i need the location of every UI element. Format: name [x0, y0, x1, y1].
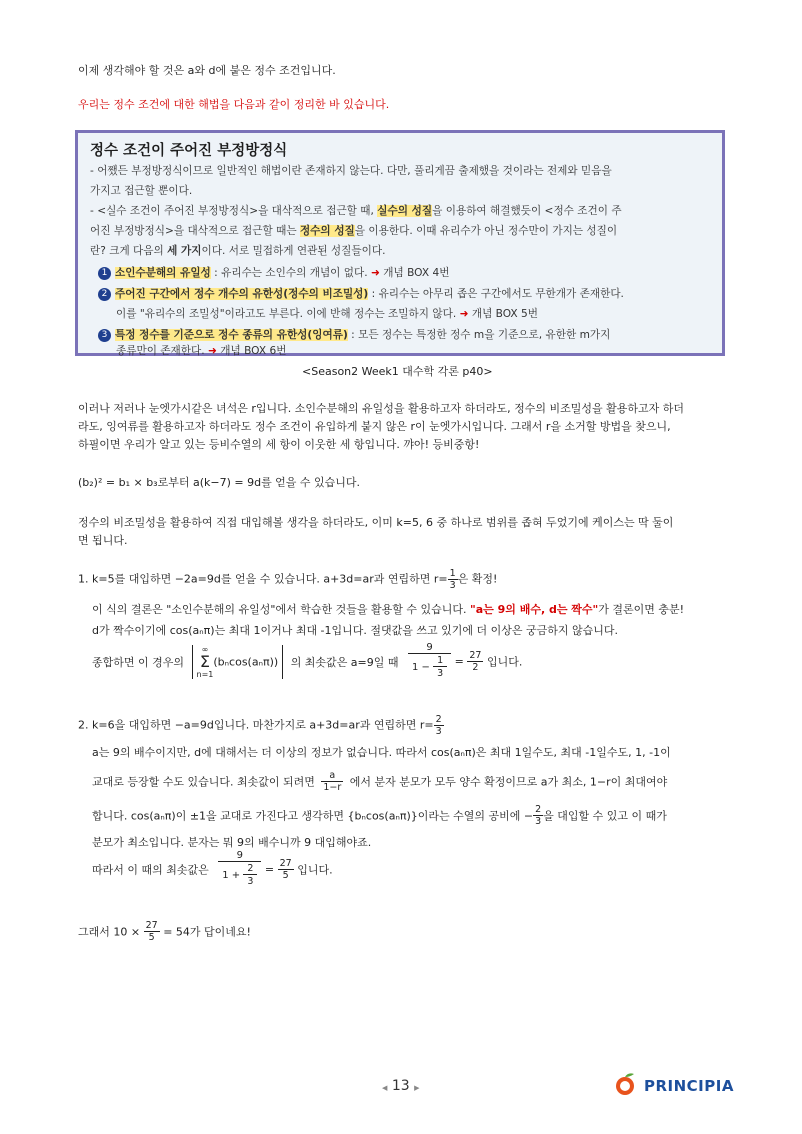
final-answer: 그래서 10 × $\frac{27}{5}$ = 54가 답이네요!	[78, 920, 251, 943]
absolute-sum: ∞ Σ n=1 (bₙcos(aₙπ))	[192, 645, 284, 679]
box-caption: <Season2 Week1 대수학 각론 p40>	[302, 365, 493, 378]
case2-line6: 따라서 이 때의 최솟값은 9 1 + $\frac{2}{3}$ = $\frac{27}{5}$ 입니다.	[92, 850, 333, 887]
case2-line4: 합니다. cos(aₙπ)이 ±1을 교대로 가진다고 생각하면 {bₙcos(aₙπ)}이라는 수열의 공비에 − $\frac{2}{3}$ 을 대입할 수 있고 이 때가	[92, 804, 667, 827]
case1-line2: 이 식의 결론은 "소인수분해의 유일성"에서 학습한 것들을 활용할 수 있습니다. "a는 9의 배수, d는 짝수"가 결론이면 충분!	[92, 603, 685, 616]
page-number: ◀ 13 ▶	[382, 1078, 420, 1094]
intro-red-line: 우리는 정수 조건에 대한 해법을 다음과 같이 정리한 바 있습니다.	[78, 98, 390, 111]
para1-line3: 하필이면 우리가 알고 있는 등비수열의 세 항이 이웃한 세 항입니다. 꺄아! 등비중항!	[78, 438, 480, 451]
arrow-icon: ➜	[459, 308, 469, 320]
box-item-1: 1 소인수분해의 유일성 : 유리수는 소인수의 개념이 없다. ➜ 개념 BOX 4번	[98, 265, 449, 280]
arrow-icon: ➜	[371, 267, 380, 279]
case2-line3: 교대로 등장할 수도 있습니다. 최솟값이 되려면 $\frac{a}{1-r}$ 에서 분자 분모가 모두 양수 확정이므로 a가 최소, 1−r이 최대여야	[92, 770, 668, 793]
triangle-left-icon: ◀	[382, 1084, 388, 1092]
box-p2a: - <실수 조건이 주어진 부정방정식>을 대삭적으로 접근할 때, 실수의 성질을 이용하여 해결했듯이 <정수 조건이 주	[90, 205, 622, 217]
triangle-right-icon: ▶	[414, 1084, 420, 1092]
box-p2c: 란? 크게 다음의 세 가지이다. 서로 밀접하게 연관된 성질들이다.	[90, 245, 386, 257]
para2-line2: 면 됩니다.	[78, 534, 128, 547]
para2-line1: 정수의 비조밀성을 활용하여 직접 대입해볼 생각을 하더라도, 이미 k=5, 6 중 하나로 범위를 좁혀 두었기에 케이스는 딱 둘이	[78, 516, 674, 529]
number-badge: 2	[98, 288, 111, 301]
case2-line1: 2. k=6을 대입하면 −a=9d입니다. 마찬가지로 a+3d=ar과 연립하면 r= $\frac{2}{3}$	[78, 714, 442, 737]
red-conclusion: "a는 9의 배수, d는 짝수"	[470, 603, 599, 616]
highlight-integer: 정수의 성질	[299, 225, 355, 237]
brand-name: PRINCIPIA	[644, 1077, 734, 1095]
equation-1: (b₂)² = b₁ × b₃로부터 a(k−7) = 9d를 얻을 수 있습니다.	[78, 476, 361, 489]
box-item-3: 3 특정 정수를 기준으로 정수 종류의 유한성(잉여류) : 모든 정수는 특정한 정수 m을 기준으로, 유한한 m가지	[98, 327, 610, 342]
case1-line1: 1. k=5를 대입하면 −2a=9d를 얻을 수 있습니다. a+3d=ar과 연립하면 r= $\frac{1}{3}$ 은 확정!	[78, 568, 498, 591]
case1-line4: 종합하면 이 경우의 ∞ Σ n=1 (bₙcos(aₙπ)) 의 최솟값은 a=9일 때 9 1 − $\frac{1}{3}$ = $\frac{27}{2}$ 입니다.	[92, 642, 523, 679]
highlight-real: 실수의 성질	[377, 205, 433, 217]
case2-line2: a는 9의 배수이지만, d에 대해서는 더 이상의 정보가 없습니다. 따라서 cos(aₙπ)은 최대 1일수도, 최대 -1일수도, 1, -1이	[92, 746, 671, 759]
para1-line1: 이러나 저러나 눈엣가시같은 녀석은 r입니다. 소인수분해의 유일성을 활용하고자 하더라도, 정수의 비조밀성을 활용하고자 하더	[78, 402, 685, 415]
box-item-2b: 이를 "유리수의 조밀성"이라고도 부른다. 이에 반해 정수는 조밀하지 않다. ➜ 개념 BOX 5번	[116, 308, 539, 320]
box-item-3b: 종류만이 존재한다. ➜ 개념 BOX 6번	[116, 345, 287, 357]
intro-line: 이제 생각해야 할 것은 a와 d에 붙은 정수 조건입니다.	[78, 64, 336, 77]
principia-logo-icon	[613, 1072, 639, 1099]
case1-line3: d가 짝수이기에 cos(aₙπ)는 최대 1이거나 최대 -1입니다. 절댓값을 쓰고 있기에 더 이상은 궁금하지 않습니다.	[92, 624, 619, 637]
box-item-2: 2 주어진 구간에서 정수 개수의 유한성(정수의 비조밀성) : 유리수는 아무리 좁은 구간에서도 무한개가 존재한다.	[98, 286, 624, 301]
number-badge: 1	[98, 267, 111, 280]
integer-condition-box	[75, 130, 725, 356]
arrow-icon: ➜	[207, 345, 217, 357]
box-p1b: 가지고 접근할 뿐이다.	[90, 185, 193, 197]
box-title: 정수 조건이 주어진 부정방정식	[90, 143, 288, 159]
number-badge: 3	[98, 329, 111, 342]
para1-line2: 라도, 잉여류를 활용하고자 하더라도 정수 조건이 유입하게 붙지 않은 r이 눈엣가시입니다. 그래서 r을 소거할 방법을 찾으니,	[78, 420, 671, 433]
case2-line5: 분모가 최소입니다. 분자는 뭐 9의 배수니까 9 대입해야죠.	[92, 836, 372, 849]
box-p1a: - 어쨌든 부정방정식이므로 일반적인 해법이란 존재하지 않는다. 다만, 풀리게끔 출제했을 것이라는 전제와 믿음을	[90, 165, 612, 177]
box-p2b: 어진 부정방정식>을 대삭적으로 접근할 때는 정수의 성질을 이용한다. 이때 유리수가 아닌 정수만이 가지는 성질이	[90, 225, 618, 237]
